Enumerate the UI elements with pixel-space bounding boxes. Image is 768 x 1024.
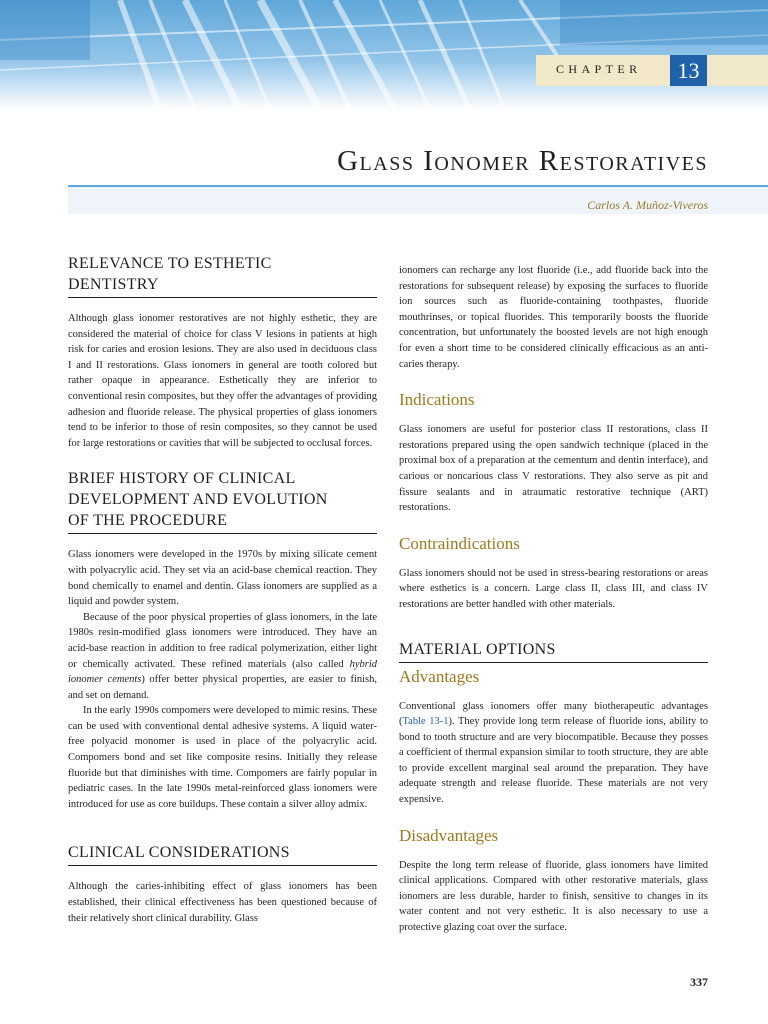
chapter-number: 13 [670, 55, 707, 86]
paragraph-contraindications: Glass ionomers should not be used in stress-bearing restorations or areas where esthetics is a concern. Large class II, class III, and class IV restorations are better handled with other materials. [399, 567, 708, 610]
heading-advantages: Advantages [399, 666, 480, 686]
heading-clinical: CLINICAL CONSIDERATIONS [68, 842, 377, 866]
right-column [399, 263, 708, 936]
left-column [68, 253, 377, 926]
paragraph-history-2: Because of the poor physical properties of glass ionomers, in the late 1980s resin-modified glass ionomers were introduced. They have an acid-base reaction in addition to free radical polymerization, either light or chemically activated. These refined materials (also called hybrid ionomer cements) offer better physical properties, are easier to finish, and set on demand. [68, 611, 377, 701]
paragraph-continuation: ionomers can recharge any lost fluoride (i.e., add fluoride back into the restorations for subsequent release) by exposing the surfaces to fluoride ion sources such as fluoride-containing toothpastes, fluoride mouthrinses, or topical fluorides. This temporarily boosts the fluoride concentration, but unfortunately the boosted levels are not high enough for even a short time to be considered clinically efficacious as an anti-caries therapy. [399, 265, 708, 370]
paragraph-history-1: Glass ionomers were developed in the 1970s by mixing silicate cement with polyacrylic acid. They set via an acid-base chemical reaction. They bond chemically to enamel and dentin. Glass ionomers are supplied as a liquid and powder system. [68, 549, 377, 608]
chapter-title: Glass Ionomer Restoratives [337, 145, 708, 177]
paragraph-disadvantages: Despite the long term release of fluoride, glass ionomers have limited clinical applications. Compared with other restorative materials, glass ionomers are less durable, harder to finish, sensitive to changes in its water content and not very esthetic. It is also necessary to use a protective glazing coat over the surface. [399, 859, 708, 934]
paragraph-indications: Glass ionomers are useful for posterior class II restorations, class II restorations prepared using the open sandwich technique (placed in the proximal box of a preparation at the cementum and dentin interface), and carious or noncarious class V restorations. They also serve as pit and fissure sealants and in atraumatic restorative technique (ART) restorations. [399, 424, 708, 514]
paragraph-history-3: In the early 1990s compomers were developed to mimic resins. These can be used with conventional dental adhesive systems. A liquid water-free polyacid monomer is used in place of the polyacrylic acid. Compomers bond and set like composite resins. Initially they release fluoride but that diminishes with time. Compomers are fairly popular in pediatric cases. In the late 1990s metal-reinforced glass ionomers were introduced for use as core buildups. These contain a silver alloy admix. [68, 705, 377, 810]
heading-history: BRIEF HISTORY OF CLINICAL DEVELOPMENT AND EVOLUTION OF THE PROCEDURE [68, 468, 377, 534]
page-number: 337 [690, 975, 708, 989]
table-link[interactable]: Table 13-1 [402, 716, 449, 728]
heading-indications: Indications [399, 390, 475, 410]
paragraph-advantages: Conventional glass ionomers offer many biotherapeutic advantages (Table 13-1). They provide long term release of fluoride ions, ability to bond to tooth structure and are very biocompatible. Because they posses a coefficient of thermal expansion similar to tooth structure, they are able to provide excellent marginal seal around the preparation. They have adequate strength and release fluoride. These materials are not very expensive. [399, 700, 708, 806]
paragraph-clinical: Although the caries-inhibiting effect of glass ionomers has been established, their clinical effectiveness has been questioned because of their relatively short clinical durability. Glass [68, 881, 377, 924]
chapter-label: CHAPTER [556, 62, 642, 76]
paragraph-relevance: Although glass ionomer restoratives are not highly esthetic, they are considered the material of choice for class V lesions in patients at high risk for caries and erosion lesions. They are also used in deciduous class I and II restorations. Glass ionomers in general are tooth colored but rather opaque in appearance. Esthetically they are inferior to conventional resin composites, but they offer the advantages of providing adhesion and fluoride release. The physical properties of glass ionomers tend to be inferior to those of resin composites, so they cannot be used for large restorations or cavities that will be subjected to occlusal forces. [68, 313, 377, 449]
heading-contraindications: Contraindications [399, 533, 520, 553]
heading-disadvantages: Disadvantages [399, 825, 499, 845]
heading-material-options: MATERIAL OPTIONS [399, 639, 708, 663]
heading-relevance: RELEVANCE TO ESTHETIC DENTISTRY [68, 253, 377, 298]
author-name: Carlos A. Muñoz-Viveros [587, 198, 708, 212]
